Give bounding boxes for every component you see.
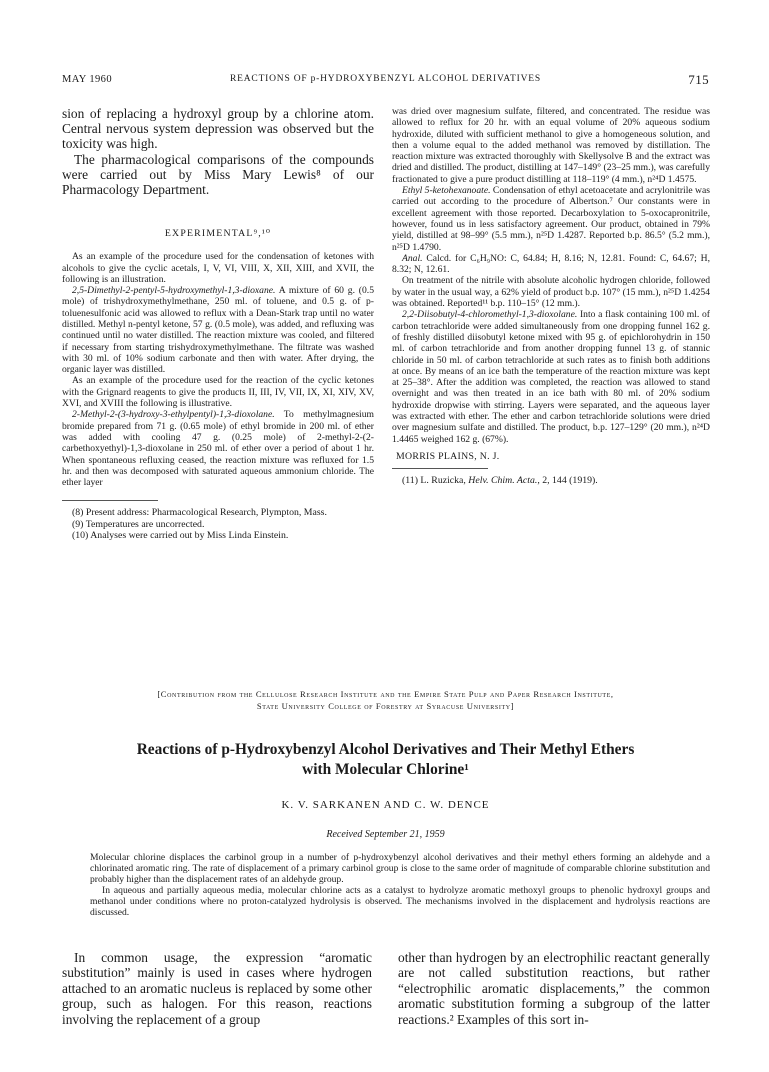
footnote-8: (8) Present address: Pharmacological Research, Plympton, Mass. xyxy=(72,507,327,519)
compound-name: Ethyl 5-ketohexanoate. xyxy=(402,185,491,197)
analysis xyxy=(392,253,710,276)
footnote-divider xyxy=(62,500,158,501)
running-head-title: REACTIONS OF p-HYDROXYBENZYL ALCOHOL DERIVATIVES xyxy=(230,74,541,84)
left-column xyxy=(62,106,374,541)
abstract-paragraph-2: In aqueous and partially aqueous media, molecular chlorine acts as a catalyst to hydrolyze aromatic methoxyl groups to phenolic hydroxyl groups and methanol under conditions where no proton-catalyzed hydrolysis is observed. The mechanisms involved in the displacement and hydrolysis reactions are discussed. xyxy=(90,885,710,918)
experimental-heading: EXPERIMENTAL⁹,¹⁰ xyxy=(164,228,272,240)
compound-name: 2,5-Dimethyl-2-pentyl-5-hydroxymethyl-1,3-dioxane. xyxy=(72,285,276,297)
contribution-line-2: State University College of Forestry at Syracuse University] xyxy=(256,701,515,711)
abstract xyxy=(90,852,710,918)
body-text-right: other than hydrogen by an electrophilic reactant generally are not called substitution reactions, but rather “electrophilic aromatic displacements,” the common aromatic substitution forming a subgroup of the latter reactions.² Examples of this sort in- xyxy=(398,950,710,1027)
footnote-11: (11) L. Ruzicka, Helv. Chim. Acta., 2, 144 (1919). xyxy=(402,474,598,486)
authors: K. V. SARKANEN AND C. W. DENCE xyxy=(281,799,490,811)
running-head-date: MAY 1960 xyxy=(62,74,112,85)
procedure-dioxane xyxy=(62,285,374,375)
footnote-9: (9) Temperatures are uncorrected. xyxy=(72,518,205,530)
article-title xyxy=(62,740,709,780)
contribution-line-1: [Contribution from the Cellulose Research Institute and the Empire State Pulp and Paper Research Institute, xyxy=(157,689,614,699)
title-line-1: Reactions of p-Hydroxybenzyl Alcohol Derivatives and Their Methyl Ethers xyxy=(136,741,635,758)
procedure-nitrile: On treatment of the nitrile with absolute alcoholic hydrogen chloride, followed by water in the usual way, a 62% yield of product b.p. 107° (15 mm.), n²⁵D 1.4254 was obtained. Reported¹¹ b.p. 110–15° (12 mm.). xyxy=(392,275,710,310)
procedure-text: Into a flask containing 100 ml. of carbon tetrachloride were added simultaneously from one dropping funnel 162 g. of freshly distilled diisobutyl ketone mixed with 95 g. of epichlorohydrin in 150 ml. of carbon tetrachloride and from another dropping funnel 13 g. of stannic chloride in 50 ml. of carbon tetrachloride at such rates as to finish both additions at once. By means of an ice bath the temperature of the reaction mixture was kept at 25–38°. After the addition was completed, the reaction was allowed to stand overnight and was then treated in an ice bath with 80 ml. of 20% sodium hydroxide dropwise with stirring. Layers were separated, and the aqueous layer was extracted with ether. The ether and carbon tetrachloride solutions were dried over magnesium sulfate and distilled. The product, b.p. 127–129° (20 mm.), n²⁴D 1.4465 weighed 162 g. (67%). xyxy=(392,309,710,445)
location-line: MORRIS PLAINS, N. J. xyxy=(396,450,500,462)
procedure-text: To methylmagnesium bromide prepared from 71 g. (0.65 mole) of ethyl bromide in 200 ml. of ether was added with cooling 47 g. (0.25 mole) of 2-methyl-2-(2-carbethoxyethyl)-1,3-dioxolane in 250 ml. of ether over a period of about 1 hr. When spontaneous refluxing ceased, the reaction mixture was refluxed for 1.5 hr. and then was decomposed with saturated aqueous ammonium chloride. The ether layer xyxy=(62,409,374,489)
procedure-ketohexanoate xyxy=(392,185,710,253)
received-date: Received September 21, 1959 xyxy=(326,829,445,840)
analysis-text: Calcd. for C₆H₉NO: C, 64.84; H, 8.16; N, 12.81. Found: C, 64.67; H, 8.32; N, 12.61. xyxy=(392,252,710,276)
body-text-left: In common usage, the expression “aromatic substitution” mainly is used in cases where hydrogen attached to an aromatic nucleus is replaced by some other group, such as halogen. For this reason, reactions involving the replacement of a group xyxy=(62,950,372,1027)
footnote-10: (10) Analyses were carried out by Miss Linda Einstein. xyxy=(72,529,289,541)
procedure-paragraph-acetals: As an example of the procedure used for the condensation of ketones with alcohols to give the cyclic acetals, I, V, VI, VIII, X, XII, XIII, and XVII, the following is an illustration. xyxy=(62,251,374,285)
procedure-dichloro xyxy=(392,309,710,445)
intro-paragraph-2: The pharmacological comparisons of the compounds were carried out by Miss Mary Lewis⁸ of our Pharmacology Department. xyxy=(62,151,374,198)
compound-name: 2,2-Diisobutyl-4-chloromethyl-1,3-dioxolane. xyxy=(402,309,578,321)
intro-paragraph-1: sion of replacing a hydroxyl group by a chlorine atom. Central nervous system depression was observed but the toxicity was high. xyxy=(62,106,374,152)
analysis-label: Anal. xyxy=(402,252,423,264)
procedure-text: Condensation of ethyl acetoacetate and acrylonitrile was carried out according to the procedure of Albertson.⁷ Our constants were in excellent agreement with those reported. Decarboxylation to 5-oxocapronitrile, however, found us in less satisfactory agreement. Our product, obtained in 79% yield, distilled at 98–99° (5.5 mm.), n²⁵D 1.4287. Reported b.p. 86.5° (5.2 mm.), n²⁵D 1.4790. xyxy=(392,185,710,253)
procedure-text: A mixture of 60 g. (0.5 mole) of trishydroxymethylmethane, 250 ml. of toluene, and 0.5 g. of p-toluenesulfonic acid was allowed to reflux with a Dean-Stark trap until no water distilled. Methyl n-pentyl ketone, 57 g. (0.5 mole), was added, and refluxing was continued until no water distilled. The reaction mixture was cooled, and filtered if necessary from starting trishydroxymethylmethane. The filtrate was washed with 30 ml. of 10% sodium carbonate and then with water. After drying, the organic layer was distilled. xyxy=(62,285,374,376)
right-column xyxy=(392,106,710,486)
compound-name: 2-Methyl-2-(3-hydroxy-3-ethylpentyl)-1,3-dioxolane. xyxy=(72,409,275,421)
contribution-note xyxy=(62,688,709,712)
procedure-dioxolane xyxy=(62,409,374,488)
title-line-2: with Molecular Chlorine¹ xyxy=(302,761,469,778)
running-head xyxy=(62,74,709,88)
page-number: 715 xyxy=(688,72,709,87)
abstract-paragraph-1: Molecular chlorine displaces the carbinol group in a number of p-hydroxybenzyl alcohol derivatives and their methyl ethers forming an aldehyde and a chlorinated aromatic ring. The rate of displacement of a primary carbinol group is close to the same order of magnitude of comparable chlorine substitution and probably higher than the displacement rates of an aldehyde group. xyxy=(90,852,710,885)
procedure-paragraph-grignard: As an example of the procedure used for the reaction of the cyclic ketones with the Grignard reagents to give the products II, III, IV, VII, IX, XI, XIV, XV, XVI, and XVIII the following is illustrative. xyxy=(62,375,374,410)
footnote-divider xyxy=(392,468,488,469)
procedure-continuation: was dried over magnesium sulfate, filtered, and concentrated. The residue was allowed to reflux for 20 hr. with an equal volume of 20% aqueous sodium hydroxide, diluted with sufficient methanol to give a homogeneous solution, and then a volume equal to the added methanol was removed by distillation. The reaction mixture was extracted thoroughly with Skellysolve B and the extract was dried and distilled. The product, distilling at 147–149° (23–25 mm.), was carefully fractionated to give a pure product distilling at 118–119° (4 mm.), n²⁴D 1.4575. xyxy=(392,106,710,185)
